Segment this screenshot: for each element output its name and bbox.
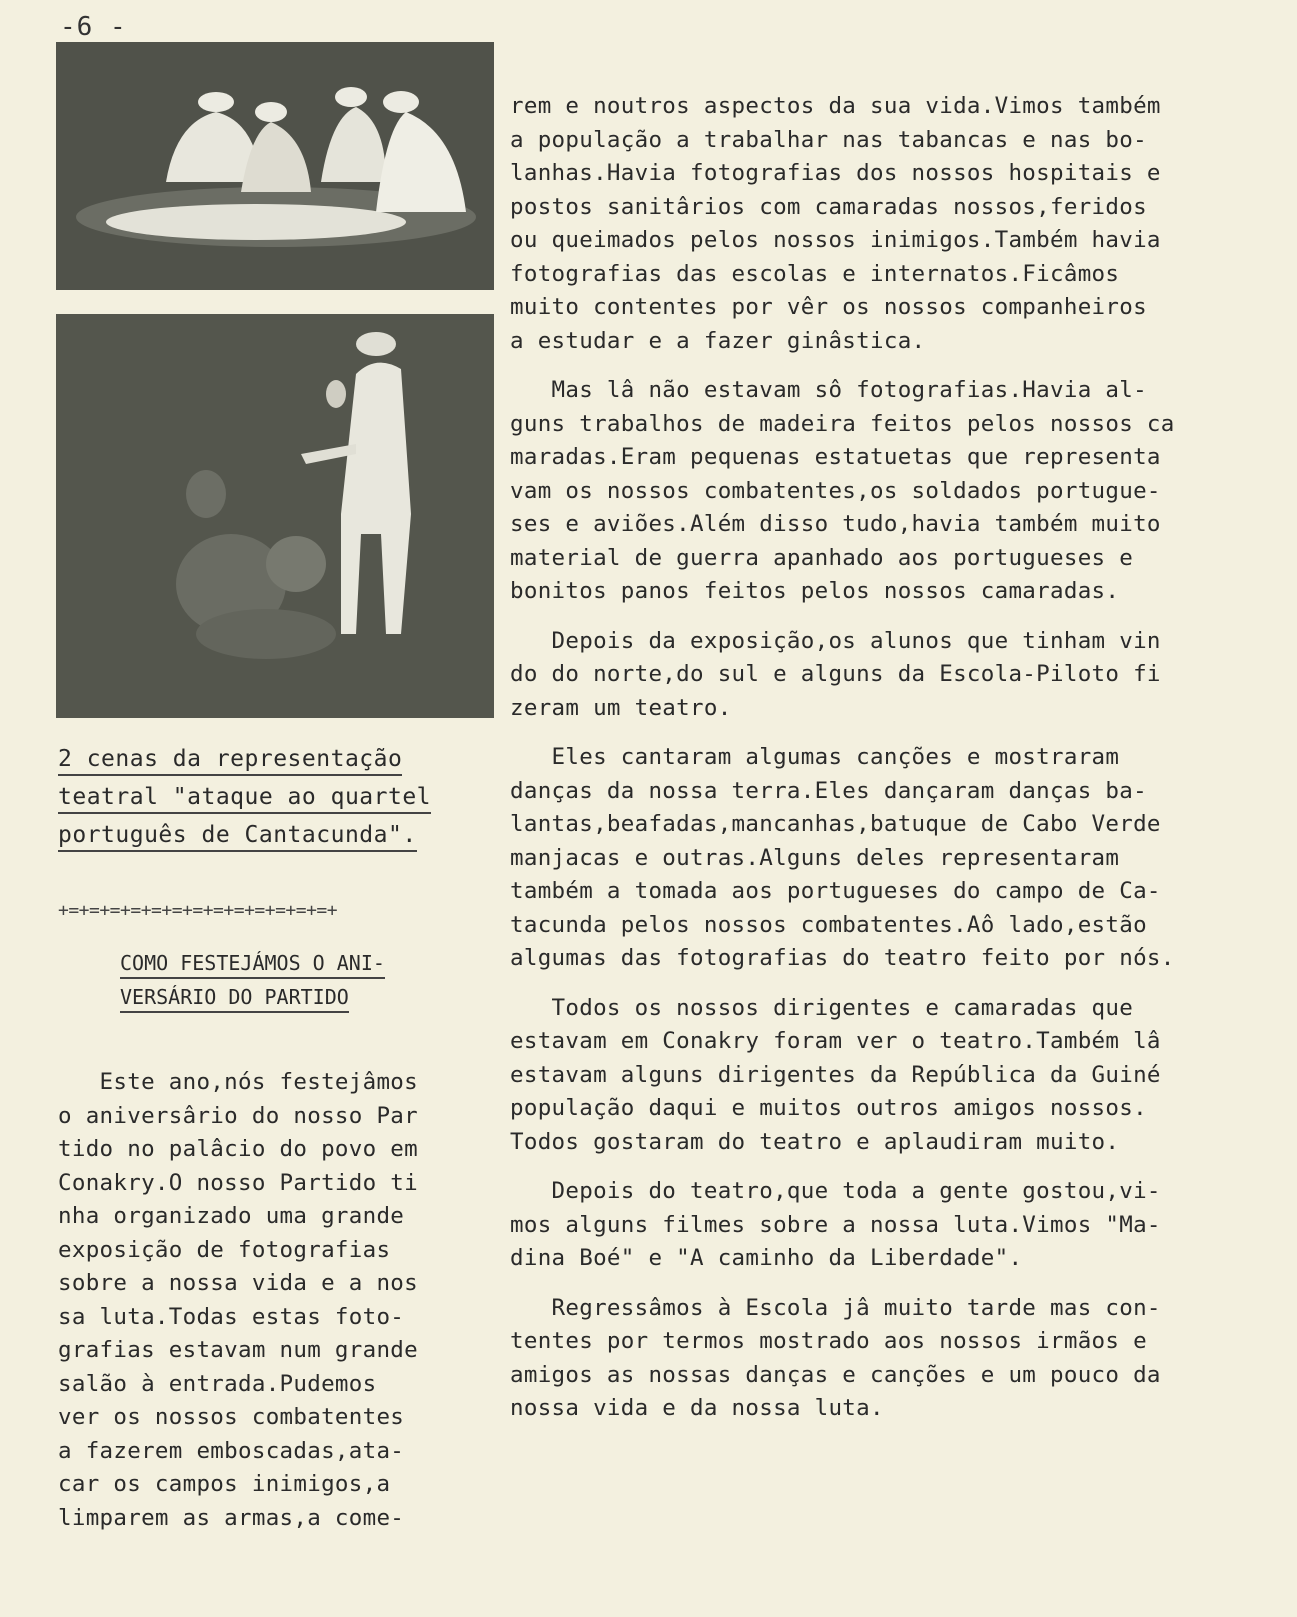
text-line: Este ano,nós festejâmos <box>58 1069 418 1095</box>
paragraph <box>510 374 1254 609</box>
text-line: dina Boé" e "A caminho da Liberdade". <box>510 1245 1023 1271</box>
text-line: nha organizado uma grande <box>58 1203 405 1229</box>
article-heading <box>120 946 480 1014</box>
text-line: sobre a nossa vida e a nos <box>58 1270 418 1296</box>
text-line: ou queimados pelos nossos inimigos.Também havia <box>510 227 1161 253</box>
text-line: o aniversârio do nosso Par <box>58 1102 418 1129</box>
text-line: amigos as nossas danças e canções e um pouco da <box>510 1361 1161 1388</box>
text-line: nossa vida e da nossa luta. <box>510 1395 884 1421</box>
photo-top <box>56 42 494 290</box>
paragraph <box>510 741 1254 976</box>
heading-line: VERSÁRIO DO PARTIDO <box>120 980 480 1014</box>
right-column-text <box>510 90 1254 1442</box>
text-line: tido no palâcio do povo em <box>58 1136 418 1162</box>
text-line: Depois da exposição,os alunos que tinham vin <box>510 627 1161 654</box>
section-separator: +=+=+=+=+=+=+=+=+=+=+=+=+=+ <box>58 900 338 921</box>
text-line: maradas.Eram pequenas estatuetas que representa <box>510 444 1161 470</box>
text-line: Todos os nossos dirigentes e camaradas que <box>510 994 1134 1021</box>
photo-top-image <box>56 42 494 290</box>
text-line: algumas das fotografias do teatro feito por nós. <box>510 945 1175 971</box>
paragraph <box>510 625 1254 726</box>
page-number: -6 - <box>60 12 127 42</box>
text-line: mos alguns filmes sobre a nossa luta.Vimos "Ma- <box>510 1211 1161 1238</box>
caption-line: teatral "ataque ao quartel <box>58 780 478 818</box>
text-line: Regressâmos à Escola jâ muito tarde mas con- <box>510 1294 1161 1321</box>
text-line: guns trabalhos de madeira feitos pelos nossos ca <box>510 410 1175 437</box>
photo-caption <box>58 742 478 856</box>
text-line: rem e noutros aspectos da sua vida.Vimos também <box>510 93 1161 119</box>
text-line: zeram um teatro. <box>510 694 732 721</box>
text-line: tacunda pelos nossos combatentes.Aô lado,estão <box>510 911 1147 938</box>
text-line: bonitos panos feitos pelos nossos camaradas. <box>510 578 1120 604</box>
paragraph <box>510 992 1254 1160</box>
caption-line: 2 cenas da representação <box>58 742 478 780</box>
text-line: Mas lâ não estavam sô fotografias.Havia al- <box>510 377 1147 403</box>
text-line: ver os nossos combatentes <box>58 1404 405 1430</box>
text-line: também a tomada aos portugueses do campo de Ca- <box>510 878 1161 904</box>
text-line: muito contentes por vêr os nossos companheiros <box>510 294 1147 320</box>
text-line: postos sanitârios com camaradas nossos,feridos <box>510 193 1147 220</box>
text-line: tentes por termos mostrado aos nossos irmãos e <box>510 1328 1147 1354</box>
text-line: Conakry.O nosso Partido ti <box>58 1169 418 1196</box>
text-line: Todos gostaram do teatro e aplaudiram muito. <box>510 1128 1120 1155</box>
text-line: ses e aviões.Além disso tudo,havia também muito <box>510 511 1161 537</box>
text-line: estavam alguns dirigentes da República da Guiné <box>510 1061 1161 1088</box>
text-line: estavam em Conakry foram ver o teatro.Também lâ <box>510 1028 1161 1054</box>
text-line: lanhas.Havia fotografias dos nossos hospitais e <box>510 160 1161 186</box>
text-line: do do norte,do sul e alguns da Escola-Piloto fi <box>510 661 1161 687</box>
text-line: vam os nossos combatentes,os soldados portugue- <box>510 477 1161 504</box>
left-column-text <box>58 1066 478 1535</box>
text-line: exposição de fotografias <box>58 1236 391 1263</box>
text-line: grafias estavam num grande <box>58 1337 418 1363</box>
text-line: danças da nossa terra.Eles dançaram danças ba- <box>510 777 1147 804</box>
heading-line: COMO FESTEJÁMOS O ANI- <box>120 946 480 980</box>
photo-bottom <box>56 314 494 718</box>
caption-line: português de Cantacunda". <box>58 818 478 856</box>
text-line: a população a trabalhar nas tabancas e nas bo- <box>510 126 1147 153</box>
text-line: Eles cantaram algumas canções e mostraram <box>510 744 1120 770</box>
text-line: material de guerra apanhado aos portugueses e <box>510 544 1134 571</box>
text-line: população daqui e muitos outros amigos nossos. <box>510 1095 1147 1121</box>
text-line: a estudar e a fazer ginâstica. <box>510 327 926 354</box>
paragraph <box>510 1292 1254 1426</box>
text-line: a fazerem emboscadas,ata- <box>58 1437 405 1464</box>
text-line: lantas,beafadas,mancanhas,batuque de Cabo Verde <box>510 811 1161 837</box>
text-line: Depois do teatro,que toda a gente gostou,vi- <box>510 1178 1161 1204</box>
text-line: salão à entrada.Pudemos <box>58 1370 377 1397</box>
photo-bottom-image <box>56 314 494 718</box>
paragraph <box>510 1175 1254 1276</box>
text-line: manjacas e outras.Alguns deles representaram <box>510 844 1120 871</box>
text-line: limparem as armas,a come- <box>58 1504 405 1531</box>
text-line: fotografias das escolas e internatos.Ficâmos <box>510 260 1120 287</box>
text-line: sa luta.Todas estas foto- <box>58 1303 405 1330</box>
paragraph <box>510 90 1254 358</box>
text-line: car os campos inimigos,a <box>58 1471 391 1497</box>
